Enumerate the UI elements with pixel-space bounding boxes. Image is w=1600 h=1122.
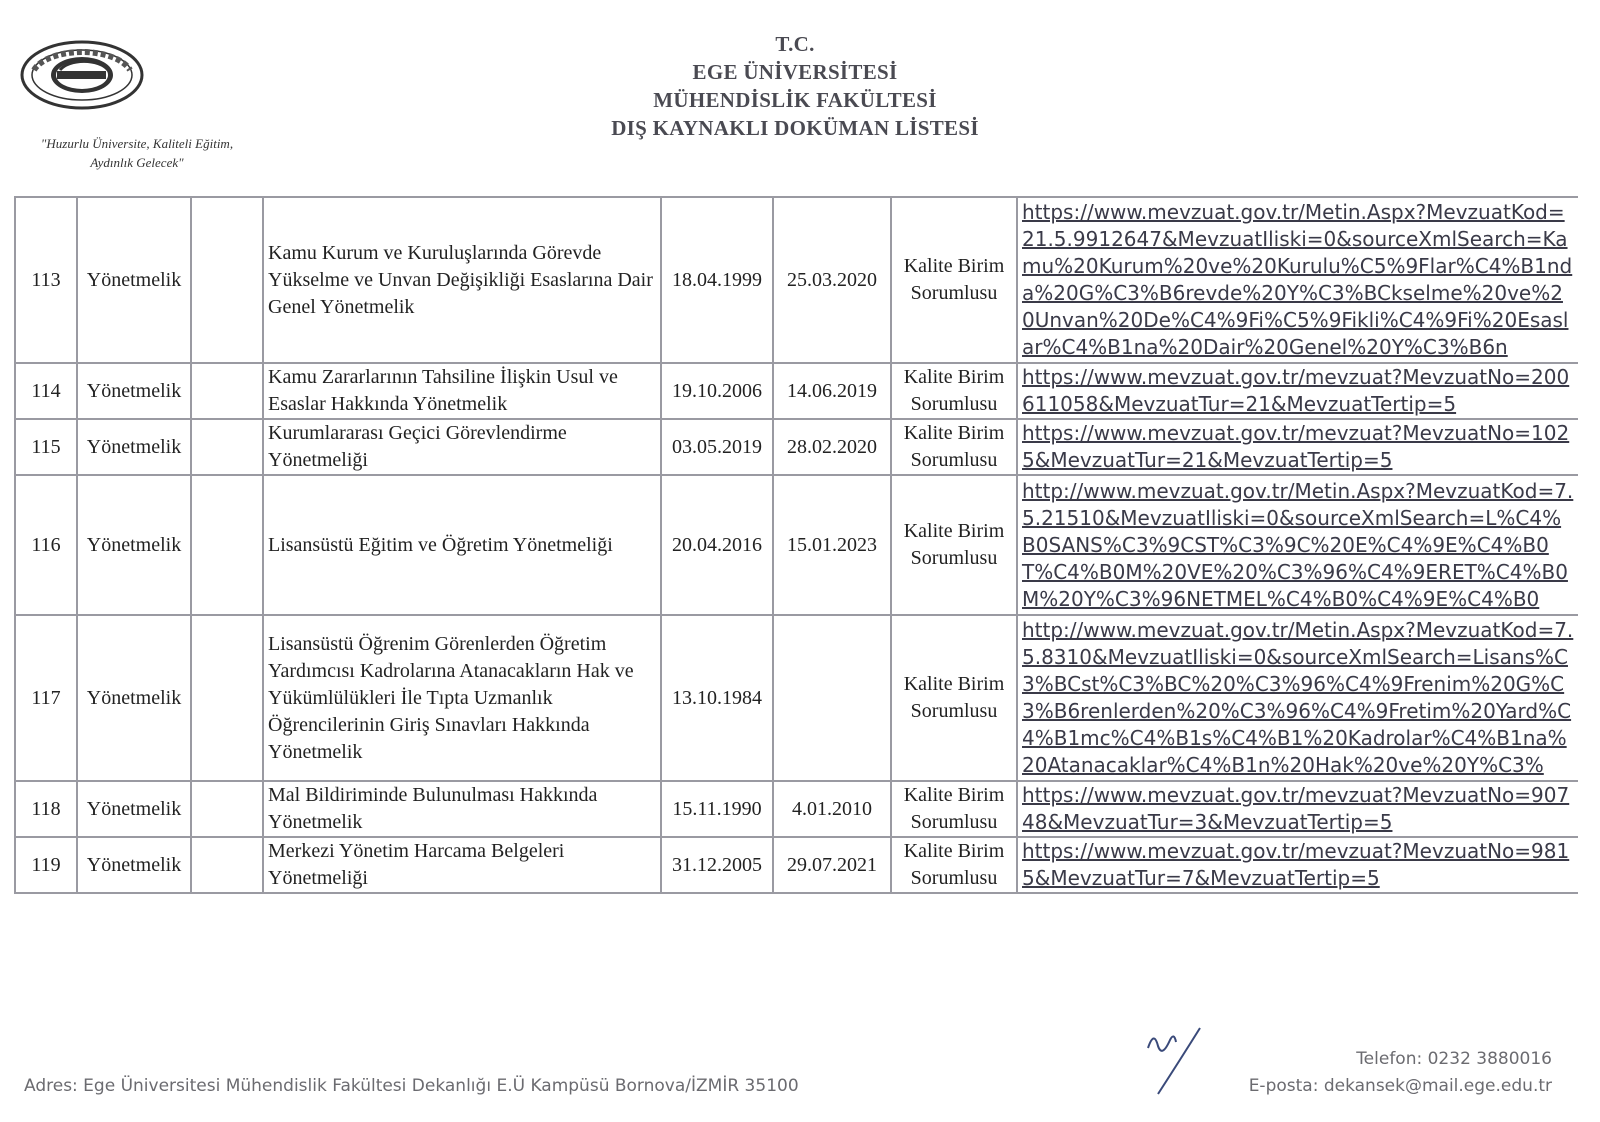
motto-line-2: Aydınlık Gelecek" <box>90 155 184 170</box>
motto <box>12 134 262 172</box>
revision-date: 14.06.2019 <box>773 363 891 419</box>
title-line-4: DIŞ KAYNAKLI DOKÜMAN LİSTESİ <box>611 116 979 140</box>
publish-date: 18.04.1999 <box>661 197 773 363</box>
document-table <box>14 196 1578 894</box>
table-row <box>15 837 1578 893</box>
table-row <box>15 419 1578 475</box>
signature <box>1140 1020 1250 1100</box>
document-name: Kurumlararası Geçici Görevlendirme Yönetmeliği <box>263 419 661 475</box>
document-link[interactable]: http://www.mevzuat.gov.tr/Metin.Aspx?MevzuatKod=7.5.8310&MevzuatIliski=0&sourceXmlSearch=Lisans%C3%BCst%C3%BC%20%C3%96%C4%9Frenim%20G%C3%B6renlerden%20%C3%96%C4%9Fretim%20Yard%C4%B1mc%C4%B1s%C4%B1%20Kadrolar%C4%B1na%20Atanacaklar%C4%B1n%20Hak%20ve%20Y%C3% <box>1022 618 1574 777</box>
publish-date: 20.04.2016 <box>661 475 773 615</box>
document-link-cell <box>1017 419 1578 475</box>
document-name: Mal Bildiriminde Bulunulması Hakkında Yönetmelik <box>263 781 661 837</box>
table-row <box>15 781 1578 837</box>
responsible: Kalite Birim Sorumlusu <box>891 197 1017 363</box>
document-code <box>191 197 263 363</box>
document-link[interactable]: https://www.mevzuat.gov.tr/mevzuat?MevzuatNo=90748&MevzuatTur=3&MevzuatTertip=5 <box>1022 783 1570 834</box>
document-code <box>191 419 263 475</box>
publish-date: 15.11.1990 <box>661 781 773 837</box>
document-link-cell <box>1017 615 1578 781</box>
document-code <box>191 363 263 419</box>
publish-date: 19.10.2006 <box>661 363 773 419</box>
document-link-cell <box>1017 197 1578 363</box>
row-number: 115 <box>15 419 77 475</box>
footer-contact <box>1249 1046 1552 1100</box>
document-type: Yönetmelik <box>77 363 191 419</box>
document-title <box>560 30 1030 142</box>
title-line-2: EGE ÜNİVERSİTESİ <box>692 60 898 84</box>
document-name: Lisansüstü Öğrenim Görenlerden Öğretim Yardımcısı Kadrolarına Atanacakların Hak ve Yükümlülükleri İle Tıpta Uzmanlık Öğrencilerinin Giriş Sınavları Hakkında Yönetmelik <box>263 615 661 781</box>
title-line-1: T.C. <box>775 32 815 56</box>
row-number: 119 <box>15 837 77 893</box>
document-link[interactable]: https://www.mevzuat.gov.tr/mevzuat?MevzuatNo=9815&MevzuatTur=7&MevzuatTertip=5 <box>1022 839 1570 890</box>
table-row <box>15 475 1578 615</box>
document-code <box>191 781 263 837</box>
revision-date: 4.01.2010 <box>773 781 891 837</box>
footer-address: Adres: Ege Üniversitesi Mühendislik Fakültesi Dekanlığı E.Ü Kampüsü Bornova/İZMİR 35100 <box>24 1076 799 1096</box>
document-link-cell <box>1017 781 1578 837</box>
document-link[interactable]: https://www.mevzuat.gov.tr/mevzuat?MevzuatNo=200611058&MevzuatTur=21&MevzuatTertip=5 <box>1022 365 1570 416</box>
revision-date: 15.01.2023 <box>773 475 891 615</box>
document-type: Yönetmelik <box>77 615 191 781</box>
footer-email: E-posta: dekansek@mail.ege.edu.tr <box>1248 1076 1552 1096</box>
responsible: Kalite Birim Sorumlusu <box>891 419 1017 475</box>
document-type: Yönetmelik <box>77 475 191 615</box>
title-line-3: MÜHENDİSLİK FAKÜLTESİ <box>653 88 937 112</box>
table-row <box>15 197 1578 363</box>
row-number: 117 <box>15 615 77 781</box>
document-type: Yönetmelik <box>77 781 191 837</box>
document-code <box>191 837 263 893</box>
publish-date: 03.05.2019 <box>661 419 773 475</box>
responsible: Kalite Birim Sorumlusu <box>891 475 1017 615</box>
document-link-cell <box>1017 475 1578 615</box>
row-number: 113 <box>15 197 77 363</box>
revision-date: 29.07.2021 <box>773 837 891 893</box>
revision-date: 28.02.2020 <box>773 419 891 475</box>
document-link-cell <box>1017 837 1578 893</box>
row-number: 114 <box>15 363 77 419</box>
responsible: Kalite Birim Sorumlusu <box>891 615 1017 781</box>
document-name: Lisansüstü Eğitim ve Öğretim Yönetmeliği <box>263 475 661 615</box>
publish-date: 13.10.1984 <box>661 615 773 781</box>
publish-date: 31.12.2005 <box>661 837 773 893</box>
row-number: 118 <box>15 781 77 837</box>
table-row <box>15 363 1578 419</box>
document-link[interactable]: http://www.mevzuat.gov.tr/Metin.Aspx?MevzuatKod=7.5.21510&MevzuatIliski=0&sourceXmlSearch=L%C4%B0SANS%C3%9CST%C3%9C%20E%C4%9E%C4%B0T%C4%B0M%20VE%20%C3%96%C4%9ERET%C4%B0M%20Y%C3%96NETMEL%C4%B0%C4%9E%C4%B0 <box>1022 478 1574 611</box>
document-name: Kamu Zararlarının Tahsiline İlişkin Usul ve Esaslar Hakkında Yönetmelik <box>263 363 661 419</box>
university-logo <box>20 40 144 110</box>
revision-date: 25.03.2020 <box>773 197 891 363</box>
document-link[interactable]: https://www.mevzuat.gov.tr/mevzuat?MevzuatNo=1025&MevzuatTur=21&MevzuatTertip=5 <box>1022 421 1570 472</box>
document-type: Yönetmelik <box>77 419 191 475</box>
document-link[interactable]: https://www.mevzuat.gov.tr/Metin.Aspx?MevzuatKod=21.5.9912647&MevzuatIliski=0&sourceXmlSearch=Kamu%20Kurum%20ve%20Kurulu%C5%9Flar%C4%B1nda%20G%C3%B6revde%20Y%C3%BCkselme%20ve%20Unvan%20De%C4%9Fi%C5%9Fikli%C4%9Fi%20Esaslar%C4%B1na%20Dair%20Genel%20Y%C3%B6n <box>1022 200 1573 359</box>
row-number: 116 <box>15 475 77 615</box>
document-type: Yönetmelik <box>77 837 191 893</box>
responsible: Kalite Birim Sorumlusu <box>891 837 1017 893</box>
document-table-container <box>14 196 1578 914</box>
table-row <box>15 615 1578 781</box>
document-code <box>191 615 263 781</box>
document-code <box>191 475 263 615</box>
responsible: Kalite Birim Sorumlusu <box>891 781 1017 837</box>
document-name: Merkezi Yönetim Harcama Belgeleri Yönetmeliği <box>263 837 661 893</box>
revision-date <box>773 615 891 781</box>
document-name: Kamu Kurum ve Kuruluşlarında Görevde Yükselme ve Unvan Değişikliği Esaslarına Dair Genel Yönetmelik <box>263 197 661 363</box>
responsible: Kalite Birim Sorumlusu <box>891 363 1017 419</box>
motto-line-1: "Huzurlu Üniversite, Kaliteli Eğitim, <box>40 136 234 151</box>
footer-phone: Telefon: 0232 3880016 <box>1356 1049 1552 1069</box>
document-link-cell <box>1017 363 1578 419</box>
document-type: Yönetmelik <box>77 197 191 363</box>
